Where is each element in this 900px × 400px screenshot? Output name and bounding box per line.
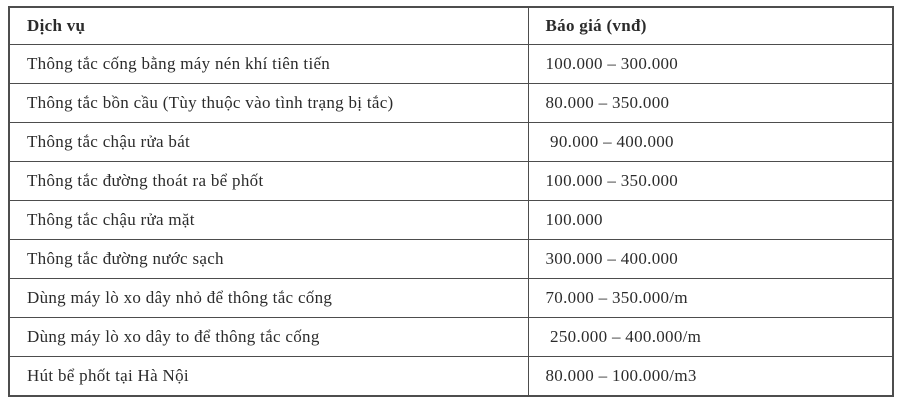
price-cell: 100.000 – 350.000 xyxy=(528,162,893,201)
service-cell: Dùng máy lò xo dây nhỏ để thông tắc cống xyxy=(9,279,528,318)
header-row xyxy=(9,7,893,45)
table-header xyxy=(9,7,893,45)
service-cell: Thông tắc đường thoát ra bể phốt xyxy=(9,162,528,201)
service-cell: Dùng máy lò xo dây to để thông tắc cống xyxy=(9,318,528,357)
price-cell: 80.000 – 350.000 xyxy=(528,84,893,123)
service-cell: Thông tắc cống bằng máy nén khí tiên tiến xyxy=(9,45,528,84)
price-cell: 90.000 – 400.000 xyxy=(528,123,893,162)
table-row xyxy=(9,123,893,162)
service-cell: Thông tắc chậu rửa mặt xyxy=(9,201,528,240)
price-cell: 80.000 – 100.000/m3 xyxy=(528,357,893,397)
table-body xyxy=(9,45,893,397)
service-cell: Thông tắc chậu rửa bát xyxy=(9,123,528,162)
price-cell: 100.000 – 300.000 xyxy=(528,45,893,84)
table-row xyxy=(9,201,893,240)
table-row xyxy=(9,357,893,397)
header-cell-service: Dịch vụ xyxy=(9,7,528,45)
price-cell: 300.000 – 400.000 xyxy=(528,240,893,279)
table-row xyxy=(9,318,893,357)
service-cell: Thông tắc đường nước sạch xyxy=(9,240,528,279)
price-cell: 100.000 xyxy=(528,201,893,240)
price-cell: 250.000 – 400.000/m xyxy=(528,318,893,357)
price-cell: 70.000 – 350.000/m xyxy=(528,279,893,318)
table-row xyxy=(9,279,893,318)
header-cell-price: Báo giá (vnđ) xyxy=(528,7,893,45)
table-row xyxy=(9,45,893,84)
service-cell: Hút bể phốt tại Hà Nội xyxy=(9,357,528,397)
price-table xyxy=(8,6,894,397)
table-row xyxy=(9,84,893,123)
table-row xyxy=(9,240,893,279)
table-row xyxy=(9,162,893,201)
service-cell: Thông tắc bồn cầu (Tùy thuộc vào tình trạng bị tắc) xyxy=(9,84,528,123)
